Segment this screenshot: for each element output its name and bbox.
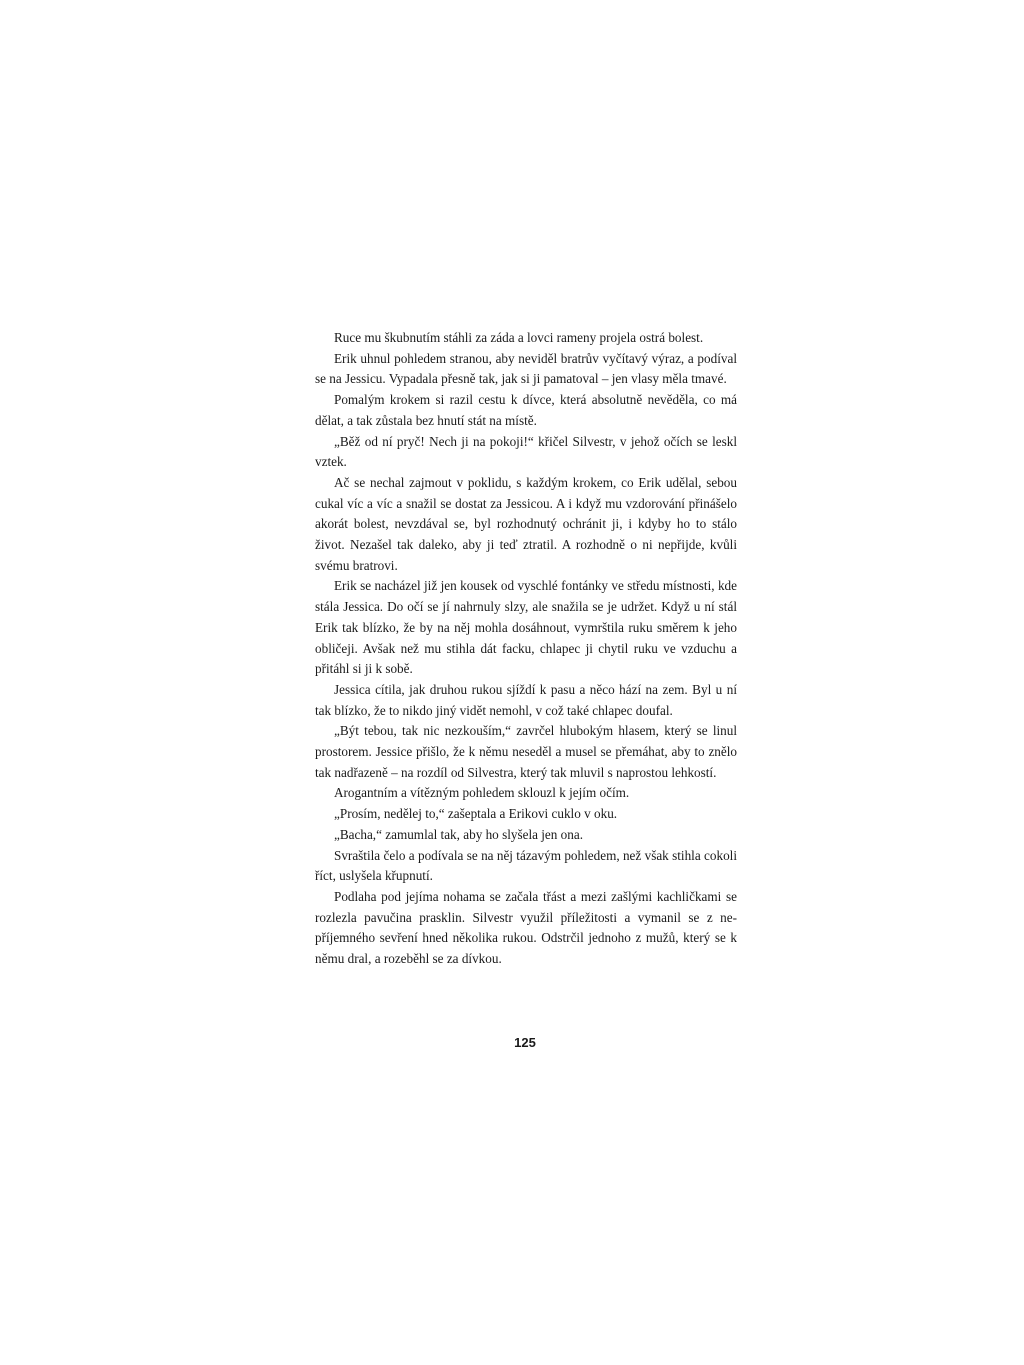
- page-number: 125: [514, 1035, 536, 1050]
- paragraph-1: Ruce mu škubnutím stáhli za záda a lovci rameny projela ostrá bolest.: [334, 330, 704, 345]
- paragraph-10: „Prosím, nedělej to,“ zašeptala a Erikovi cuklo v oku.: [334, 806, 618, 822]
- paragraph-9: Arogantním a vítězným pohledem sklouzl k jejím očím.: [334, 785, 630, 801]
- paragraph-8: „Být tebou, tak nic nezkouším,“ zavrčel hlubokým hlasem, který se linul prostorem. Jessice přišlo, že k němu neseděl a musel se přemáhat, aby to znělo tak nadřazeně – na rozdíl od Silvestra, který tak mluvil s naprostou lehkostí.: [315, 723, 737, 780]
- body-text: [315, 328, 737, 970]
- paragraph-7: Jessica cítila, jak druhou rukou sjíždí k pasu a něco hází na zem. Byl u ní tak blízko, že to nikdo jiný vidět nemohl, v což také chlapec doufal.: [315, 681, 737, 718]
- paragraph-5: Ač se nechal zajmout v poklidu, s každým krokem, co Erik udělal, sebou cukal víc a víc a snažil se dostat za Jessicou. A i když mu vzdorování přinášelo akorát bolest, nevzdával se, byl rozhodnutý ochránit ji, i kdyby ho to stálo život. Nezašel tak daleko, aby ji teď ztratil. A rozhodně o ni nepřijde, kvůli svému bratrovi.: [315, 474, 737, 573]
- paragraph-3: Pomalým krokem si razil cestu k dívce, která absolutně nevěděla, co má dělat, a tak zůstala bez hnutí stát na místě.: [315, 392, 737, 428]
- paragraph-12: Svraštila čelo a podívala se na něj tázavým pohledem, než však stihla cokoli říct, uslyšela křupnutí.: [315, 847, 737, 884]
- paragraph-4: „Běž od ní pryč! Nech ji na pokoji!“ křičel Silvestr, v jehož očích se leskl vztek.: [315, 433, 737, 470]
- paragraph-6: Erik se nacházel již jen kousek od vyschlé fontánky ve středu místnosti, kde stála Jessica. Do očí se jí nahrnuly slzy, ale snažila se je udržet. Když u ní stál Erik tak blízko, že by na něj mohla dosáhnout, vymrštila ruku směrem k jeho obličeji. Avšak než mu stihla dát facku, chlapec ji chytil ruku ve vzduchu a přitáhl si ji k sobě.: [315, 578, 737, 677]
- paragraph-11: „Bacha,“ zamumlal tak, aby ho slyšela jen ona.: [334, 826, 584, 842]
- paragraph-2: Erik uhnul pohledem stranou, aby neviděl bratrův vyčítavý výraz, a podíval se na Jessicu. Vypadala přesně tak, jak si ji pamatoval – jen vlasy měla tmavé.: [315, 350, 737, 387]
- paragraph-13: Podlaha pod jejíma nohama se začala třást a mezi zašlými kachličkami se rozlezla pavučina prasklin. Silvestr využil příležitosti a vymanil se z nepříjemného sevření hned několika rukou. Odstrčil jednoho z mužů, který se k němu dral, a rozeběhl se za dívkou.: [315, 888, 737, 967]
